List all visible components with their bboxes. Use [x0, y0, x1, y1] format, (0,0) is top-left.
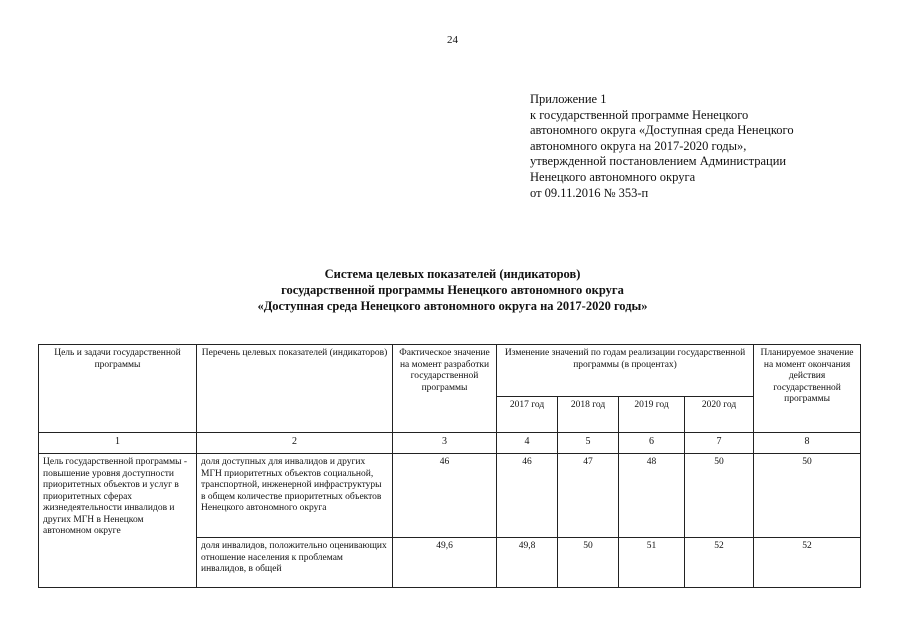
table-row — [39, 454, 861, 538]
appendix-line: от 09.11.2016 № 353-п — [530, 185, 649, 200]
column-number: 4 — [497, 433, 558, 454]
planned-value: 50 — [754, 454, 861, 538]
header-year-2017: 2017 год — [497, 397, 558, 433]
appendix-note — [530, 92, 890, 201]
value-2020: 50 — [685, 454, 754, 538]
column-number: 6 — [619, 433, 685, 454]
header-goal: Цель и задачи государственной программы — [39, 345, 197, 433]
appendix-line: Приложение 1 — [530, 92, 607, 106]
indicator-cell: доля доступных для инвалидов и других МГН приоритетных объектов социальной, транспортной, инженерной инфраструктуры в общем количестве приоритетных объектов Ненецкого автономного округа — [197, 454, 393, 538]
document-title — [0, 266, 905, 314]
appendix-line: утвержденной постановлением Администрации — [530, 154, 787, 169]
column-number: 8 — [754, 433, 861, 454]
value-2019: 51 — [619, 538, 685, 588]
header-planned: Планируемое значение на момент окончания действия государственной программы — [754, 345, 861, 433]
title-line: государственной программы Ненецкого автономного округа — [281, 283, 624, 297]
header-year-2018: 2018 год — [558, 397, 619, 433]
header-change: Изменение значений по годам реализации государственной программы (в процентах) — [497, 345, 754, 397]
indicators-table — [38, 344, 861, 588]
appendix-line: к государственной программе Ненецкого — [530, 107, 749, 122]
value-2020: 52 — [685, 538, 754, 588]
actual-value: 46 — [393, 454, 497, 538]
column-number: 1 — [39, 433, 197, 454]
header-actual: Фактическое значение на момент разработки государственной программы — [393, 345, 497, 433]
header-year-2020: 2020 год — [685, 397, 754, 433]
appendix-line: Ненецкого автономного округа — [530, 169, 696, 184]
appendix-line: автономного округа «Доступная среда Ненецкого — [530, 123, 794, 138]
value-2017: 49,8 — [497, 538, 558, 588]
value-2019: 48 — [619, 454, 685, 538]
column-number: 7 — [685, 433, 754, 454]
goal-cell: Цель государственной программы - повышение уровня доступности приоритетных объектов и услуг в приоритетных сферах жизнедеятельности инвалидов и других МГН в Ненецком автономном округе — [39, 454, 197, 588]
value-2017: 46 — [497, 454, 558, 538]
title-line: Система целевых показателей (индикаторов) — [324, 267, 581, 281]
column-number: 3 — [393, 433, 497, 454]
appendix-line: автономного округа на 2017-2020 годы», — [530, 138, 747, 153]
page-number: 24 — [447, 34, 458, 46]
value-2018: 50 — [558, 538, 619, 588]
header-year-2019: 2019 год — [619, 397, 685, 433]
value-2018: 47 — [558, 454, 619, 538]
actual-value: 49,6 — [393, 538, 497, 588]
column-number: 2 — [197, 433, 393, 454]
title-line: «Доступная среда Ненецкого автономного округа на 2017-2020 годы» — [257, 299, 648, 313]
column-number: 5 — [558, 433, 619, 454]
header-indicators: Перечень целевых показателей (индикаторов) — [197, 345, 393, 433]
planned-value: 52 — [754, 538, 861, 588]
indicator-cell: доля инвалидов, положительно оценивающих отношение населения к проблемам инвалидов, в общей — [197, 538, 393, 588]
